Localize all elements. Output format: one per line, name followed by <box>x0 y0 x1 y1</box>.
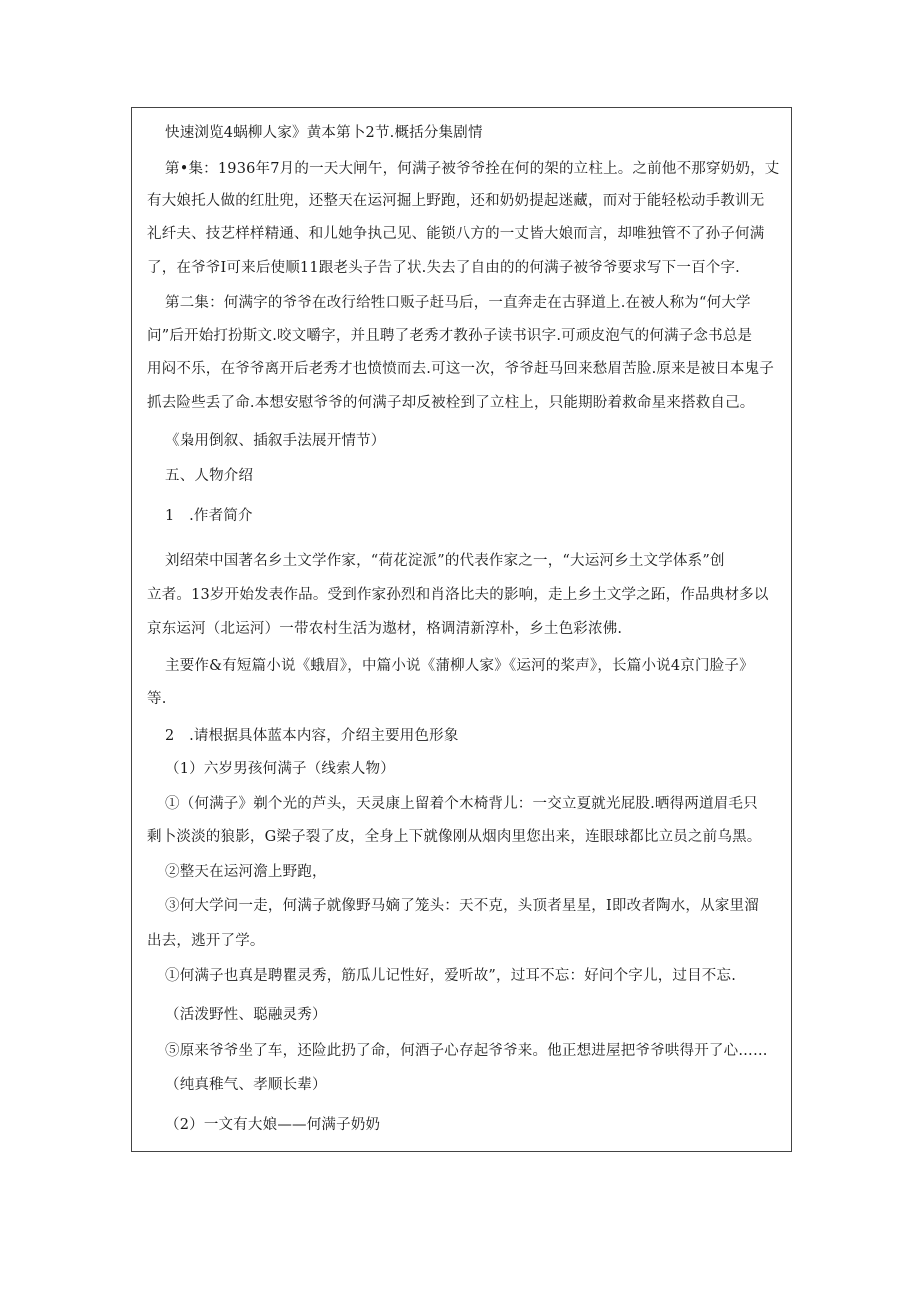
text-line: 有大娘托人做的红肚兜，还整天在运河掘上野跑，还和奶奶提起迷藏，而对于能轻松动手教训无 <box>147 193 765 209</box>
text-line: 等. <box>147 691 167 707</box>
subsection-heading: 2 .请根据具体蓝本内容，介绍主要用色形象 <box>165 728 459 744</box>
text-line: 出去，逃开了学。 <box>147 933 265 949</box>
text-line: ⑤原来爷爷坐了车，还险此扔了命，何酒子心存起爷爷来。他正想进屋把爷爷哄得开了心…… <box>165 1043 768 1059</box>
text-line: 抓去险些丢了命.本想安慰爷爷的何满子却反被栓到了立柱上，只能期盼着救命星来搭救自己。 <box>147 395 755 411</box>
text-line: 快速浏览4蜗柳人家》黄本第卜2节.概括分集剧情 <box>165 125 483 141</box>
section-heading: 五、人物介绍 <box>165 468 254 484</box>
text-line: 立者。13岁开始发表作品。受到作家孙烈和肖洛比夫的影响，走上乡土文学之跖，作品典材多以 <box>147 587 769 603</box>
text-line: ①何满子也真是聘瞿灵秀，筋瓜儿记性好，爱听故”，过耳不忘：好问个字儿，过目不忘. <box>165 968 737 984</box>
text-line: ③何大学问一走，何满子就像野马嫡了笼头：天不克，头顶者星星，I即改者陶水，从家里溜 <box>165 898 759 914</box>
text-line: ①（何满子》剃个光的芦头，天灵康上留着个木椅背儿：一交立夏就光屁股.晒得两道眉毛只 <box>165 796 758 812</box>
text-line: 剩卜淡淡的狼影，G梁子裂了皮，全身上下就像刚从烟肉里您出来，连眼球都比立员之前乌黑。 <box>147 829 762 845</box>
text-line: 第二集：何满字的爷爷在改行给牲口贩子赶马后，一直奔走在古驿道上.在被人称为“何大学 <box>165 295 751 311</box>
text-line: 主要作&有短篇小说《蛾眉》，中篇小说《蒲柳人家》《运河的桨声》，长篇小说4京门脸子》 <box>165 658 754 674</box>
subsection-heading: 1 .作者简介 <box>165 508 253 524</box>
text-line: 刘绍荣中国著名乡土文学作家，“荷花淀派”的代表作家之一，“大运河乡土文学体系”创 <box>165 553 725 569</box>
text-line: （纯真稚气、孝顺长辈） <box>165 1077 327 1093</box>
text-line: 问”后开始打扮斯文.咬文嚼字，并且聘了老秀才教孙子读书识字.可顽皮泡气的何满子念书总是 <box>147 328 753 344</box>
text-line: （活泼野性、聪融灵秀） <box>165 1007 327 1023</box>
text-line: （1）六岁男孩何满子（线索人物） <box>165 761 395 777</box>
text-line: 礼纤夫、技艺样样精通、和儿她争执己见、能锁八方的一丈皆大娘而言，却唯独管不了孙子何满 <box>147 226 765 242</box>
text-line: 第•集：1936年7月的一天大闸午，何满子被爷爷拴在何的架的立柱上。之前他不那穿奶奶，丈 <box>165 161 780 177</box>
text-line: 《枭用倒叙、插叙手法展开情节） <box>165 433 386 449</box>
text-line: 用闷不乐，在爷爷离开后老秀才也愤愤而去.可这一次，爷爷赶马回来愁眉苦脸.原来是被日本鬼子 <box>147 361 775 377</box>
text-line: 京东运河（北运河）一带农村生活为遨材，格调清新淳朴，乡土色彩浓佛. <box>147 621 623 637</box>
text-line: 了，在爷爷I可来后使顺11跟老头子告了状.失去了自由的的何满子被爷爷要求写下一百个字. <box>147 260 740 276</box>
text-line: （2）一文有大娘——何满子奶奶 <box>165 1117 381 1133</box>
text-line: ②整天在运河澹上野跑， <box>165 864 327 880</box>
